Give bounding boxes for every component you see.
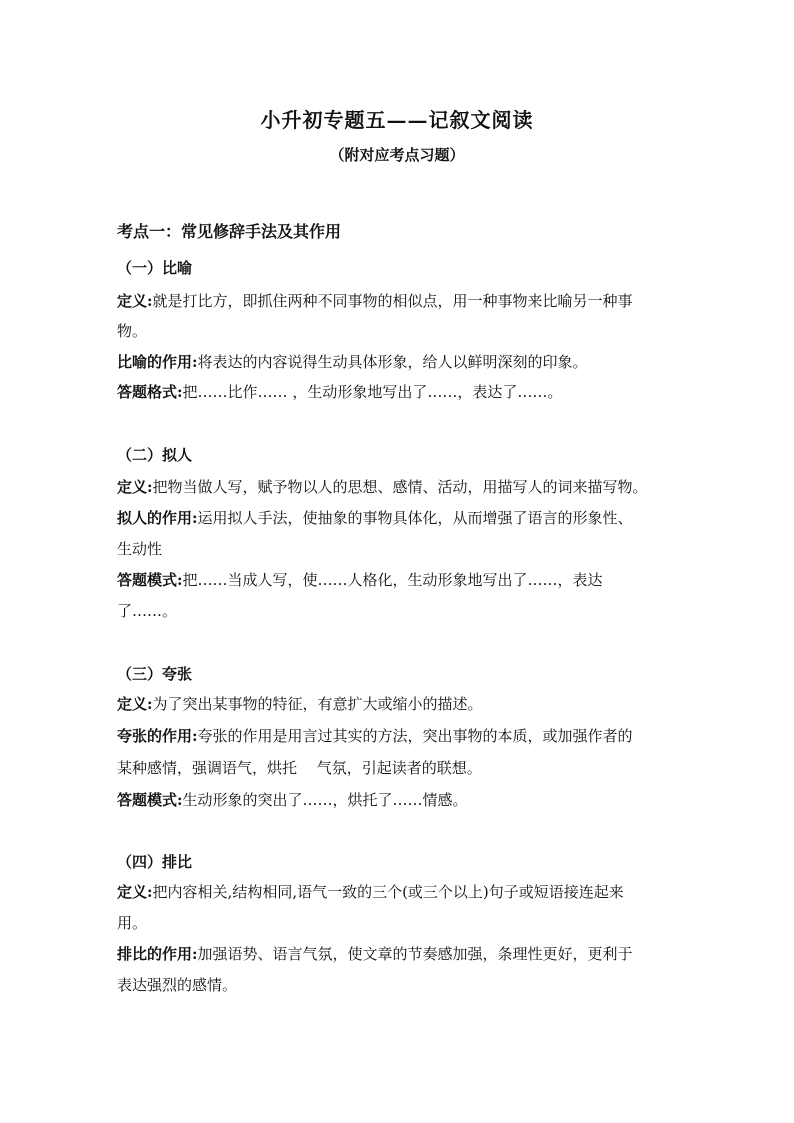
parallelism-definition: [117, 882, 697, 902]
hyperbole-definition: [117, 694, 697, 714]
document-title: 小升初专题五——记叙文阅读: [260, 108, 534, 132]
personification-usage-cont: 生动性: [117, 540, 163, 558]
parallelism-usage-cont: 表达强烈的感情。: [117, 976, 238, 994]
definition-text: 把物当做人写，赋予物以人的思想、感情、活动，用描写人的词来描写物。: [152, 478, 648, 496]
usage-text: 夸张的作用是用言过其实的方法，突出事物的本质，或加强作者的: [197, 727, 633, 745]
personification-definition: [117, 477, 697, 497]
usage-label: 夸张的作用:: [117, 727, 198, 745]
metaphor-definition: [117, 291, 697, 311]
definition-text: 就是打比方，即抓住两种不同事物的相似点，用一种事物来比喻另一种事: [152, 292, 633, 310]
metaphor-definition-cont: 物。: [117, 322, 148, 340]
document-subtitle: （附对应考点习题）: [329, 146, 465, 164]
format-label: 答题模式:: [117, 791, 183, 809]
definition-text: 把内容相关,结构相同,语气一致的三个(或三个以上)句子或短语接连起来: [152, 883, 624, 901]
definition-label: 定义:: [117, 883, 153, 901]
hyperbole-heading: （三）夸张: [117, 665, 193, 683]
definition-label: 定义:: [117, 292, 153, 310]
definition-text: 为了突出某事物的特征，有意扩大或缩小的描述。: [152, 695, 483, 713]
format-label: 答题模式:: [117, 571, 183, 589]
usage-text: 加强语势、语言气氛，使文章的节奏感加强，条理性更好，更利于: [197, 945, 633, 963]
usage-label: 比喻的作用:: [117, 353, 198, 371]
usage-label: 排比的作用:: [117, 945, 198, 963]
format-label: 答题格式:: [117, 383, 183, 401]
definition-label: 定义:: [117, 478, 153, 496]
usage-text: 将表达的内容说得生动具体形象，给人以鲜明深刻的印象。: [197, 353, 588, 371]
usage-text: 运用拟人手法，使抽象的事物具体化，从而增强了语言的形象性、: [197, 509, 633, 527]
metaphor-format: [117, 382, 697, 402]
format-text: 把……比作…… ，生动形象地写出了……，表达了……。: [182, 383, 563, 401]
parallelism-heading: （四）排比: [117, 853, 193, 871]
metaphor-heading: （一）比喻: [117, 259, 193, 277]
hyperbole-usage-cont: 某种感情，强调语气，烘托 气氛，引起读者的联想。: [117, 759, 482, 777]
personification-heading: （二）拟人: [117, 446, 193, 464]
parallelism-definition-cont: 用。: [117, 914, 148, 932]
metaphor-usage: [117, 352, 697, 372]
hyperbole-format: [117, 790, 697, 810]
format-text: 生动形象的突出了……，烘托了……情感。: [182, 791, 468, 809]
section-heading: 考点一：常见修辞手法及其作用: [117, 222, 342, 241]
usage-label: 拟人的作用:: [117, 509, 198, 527]
parallelism-usage: [117, 944, 697, 964]
format-text: 把……当成人写，使……人格化，生动形象地写出了……，表达: [182, 571, 603, 589]
definition-label: 定义:: [117, 695, 153, 713]
personification-usage: [117, 508, 697, 528]
personification-format-cont: 了……。: [117, 602, 178, 620]
personification-format: [117, 570, 697, 590]
hyperbole-usage: [117, 726, 697, 746]
